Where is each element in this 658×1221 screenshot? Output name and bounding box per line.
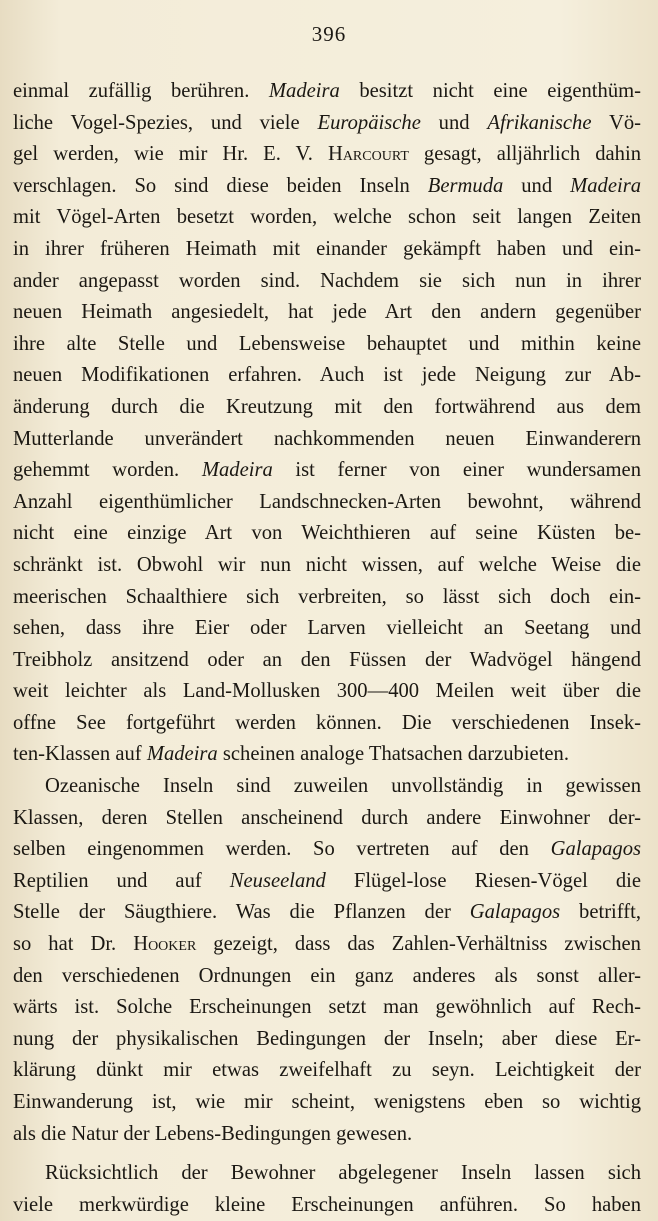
text-line: Ozeanische Inseln sind zuweilen unvollständig in gewissen <box>45 775 641 798</box>
text-line: Rücksichtlich der Bewohner abgelegener Inseln lassen sich <box>45 1162 641 1185</box>
body-text <box>13 76 641 1221</box>
page-number: 396 <box>311 22 347 46</box>
text-line: wärts ist. Solche Erscheinungen setzt man gewöhnlich auf Rech- <box>13 996 641 1019</box>
text-line: gehemmt worden. Madeira ist ferner von einer wundersamen <box>13 459 641 482</box>
text-line: ihre alte Stelle und Lebensweise behauptet und mithin keine <box>13 332 641 355</box>
text-line: klärung dünkt mir etwas zweifelhaft zu seyn. Leichtigkeit der <box>13 1059 641 1082</box>
text-line: mit Vögel-Arten besetzt worden, welche schon seit langen Zeiten <box>13 206 641 229</box>
text-line: schränkt ist. Obwohl wir nun nicht wissen, auf welche Weise die <box>13 553 641 576</box>
text-line: einmal zufällig berühren. Madeira besitzt nicht eine eigenthüm- <box>13 80 641 102</box>
text-line: Klassen, deren Stellen anscheinend durch andere Einwohner der- <box>13 806 641 829</box>
text-line: als die Natur der Lebens-Bedingungen gewesen. <box>13 1122 413 1145</box>
paragraph <box>13 1158 641 1221</box>
text-line: viele merkwürdige kleine Erscheinungen anführen. So haben <box>13 1193 641 1216</box>
text-line: nung der physikalischen Bedingungen der Inseln; aber diese Er- <box>13 1027 641 1050</box>
paragraph <box>13 76 641 771</box>
text-line: Mutterlande unverändert nachkommenden neuen Einwanderern <box>13 427 641 450</box>
text-line: meerischen Schaalthiere sich verbreiten, so lässt sich doch ein- <box>13 585 641 608</box>
text-line: änderung durch die Kreutzung mit den fortwährend aus dem <box>13 395 641 418</box>
text-line: sehen, dass ihre Eier oder Larven vielleicht an Seetang und <box>13 617 641 640</box>
text-line: neuen Modifikationen erfahren. Auch ist jede Neigung zur Ab- <box>13 364 641 387</box>
text-line: Einwanderung ist, wie mir scheint, wenigstens eben so wichtig <box>13 1091 641 1113</box>
text-line: so hat Dr. Hooker gezeigt, dass das Zahlen-Verhältniss zwischen <box>13 933 641 956</box>
text-line: ander angepasst worden sind. Nachdem sie sich nun in ihrer <box>13 269 641 292</box>
text-line: gel werden, wie mir Hr. E. V. Harcourt gesagt, alljährlich dahin <box>13 143 641 166</box>
text-line: liche Vogel-Spezies, und viele Europäische und Afrikanische Vö- <box>13 111 641 134</box>
text-line: Reptilien und auf Neuseeland Flügel-lose Riesen-Vögel die <box>13 869 641 892</box>
text-line: in ihrer früheren Heimath mit einander gekämpft haben und ein- <box>13 237 641 260</box>
text-line: ten-Klassen auf Madeira scheinen analoge Thatsachen darzubieten. <box>13 743 570 766</box>
text-line: nicht eine einzige Art von Weichthieren auf seine Küsten be- <box>13 522 641 545</box>
text-line: Treibholz ansitzend oder an den Füssen der Wadvögel hängend <box>13 648 641 671</box>
text-line: offne See fortgeführt werden können. Die verschiedenen Insek- <box>13 711 641 734</box>
text-line: weit leichter als Land-Mollusken 300—400 Meilen weit über die <box>13 680 641 703</box>
text-line: selben eingenommen werden. So vertreten auf den Galapagos <box>13 838 641 861</box>
text-line: den verschiedenen Ordnungen ein ganz anderes als sonst aller- <box>13 964 641 987</box>
paragraph <box>13 771 641 1150</box>
paragraph-gap <box>13 1150 641 1158</box>
text-line: verschlagen. So sind diese beiden Inseln Bermuda und Madeira <box>13 174 641 197</box>
text-line: Anzahl eigenthümlicher Landschnecken-Arten bewohnt, während <box>13 490 641 513</box>
text-line: Stelle der Säugthiere. Was die Pflanzen der Galapagos betrifft, <box>13 901 641 924</box>
text-line: neuen Heimath angesiedelt, hat jede Art den andern gegenüber <box>13 301 641 324</box>
